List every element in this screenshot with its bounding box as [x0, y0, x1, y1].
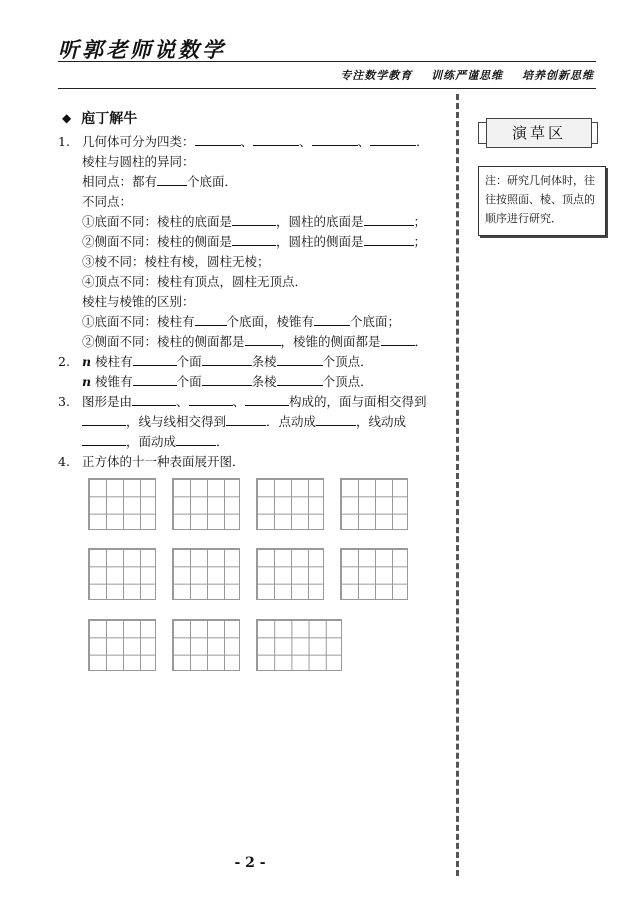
header-rule-bottom: [58, 88, 596, 89]
page-number: - 2 -: [234, 855, 266, 871]
text: 个底面，棱锥有: [226, 314, 315, 329]
section-title: 庖丁解牛: [81, 111, 138, 127]
practice-grid[interactable]: [172, 548, 240, 600]
blank[interactable]: [316, 413, 356, 426]
blank[interactable]: [253, 133, 299, 146]
text: ，棱锥的侧面都是: [280, 334, 381, 349]
q2-line-1: [58, 352, 450, 372]
scratch-area-banner: [478, 116, 598, 150]
q4-line-1: [58, 452, 450, 472]
practice-grid[interactable]: [88, 548, 156, 600]
blank[interactable]: [195, 313, 227, 326]
blank[interactable]: [314, 313, 350, 326]
q1-line-5: [58, 212, 450, 232]
blank[interactable]: [202, 353, 252, 366]
q2-number: 2.: [58, 354, 70, 369]
text: ；: [413, 214, 427, 229]
q1-text: 几何体可分为四类：: [82, 134, 195, 149]
practice-grid[interactable]: [172, 478, 240, 530]
text: ，线与线相交得到: [126, 414, 227, 429]
text: ②侧面不同：棱柱的侧面是: [82, 234, 233, 249]
text: ；: [413, 234, 427, 249]
motto-3: 培养创新思维: [522, 69, 594, 82]
text: ，圆柱的侧面是: [276, 234, 364, 249]
text: ①底面不同：棱柱有: [82, 314, 195, 329]
text: 条棱: [251, 354, 277, 369]
variable-n: n: [82, 374, 92, 389]
motto-1: 专注数学教育: [340, 69, 413, 82]
motto-2: 训练严谨思维: [431, 69, 504, 82]
text: 个顶点．: [322, 374, 373, 389]
blank[interactable]: [312, 133, 358, 146]
q1-line-11: [58, 332, 450, 352]
q2-line-2: [58, 372, 450, 392]
text: 图形是由: [82, 394, 133, 409]
text: 棱锥有: [95, 374, 133, 389]
q1-line-10: [58, 312, 450, 332]
blank[interactable]: [277, 373, 323, 386]
blank[interactable]: [370, 133, 416, 146]
column-divider: [456, 94, 459, 876]
header-title: 听郭老师说数学: [58, 37, 226, 62]
blank[interactable]: [232, 233, 276, 246]
text: ．点动成: [266, 414, 317, 429]
practice-grid[interactable]: [256, 619, 342, 671]
text: ，线动成: [356, 414, 407, 429]
text: ②侧面不同：棱柱的侧面都是: [82, 334, 245, 349]
blank[interactable]: [277, 353, 323, 366]
q3-line-3: [58, 432, 450, 452]
text: 构成的，面与面相交得到: [289, 394, 427, 409]
q4-text: 正方体的十一种表面展开图．: [82, 454, 245, 469]
blank[interactable]: [381, 333, 415, 346]
practice-grid[interactable]: [340, 548, 408, 600]
text: 相同点：都有: [82, 174, 158, 189]
blank[interactable]: [133, 353, 177, 366]
text: ．: [414, 334, 428, 349]
blank[interactable]: [132, 393, 176, 406]
q1-line-2: 棱柱与圆柱的异同：: [82, 154, 195, 169]
blank[interactable]: [245, 333, 281, 346]
blank[interactable]: [226, 413, 266, 426]
practice-grid[interactable]: [340, 478, 408, 530]
variable-n: n: [82, 354, 92, 369]
blank[interactable]: [176, 433, 216, 446]
text: 条棱: [251, 374, 277, 389]
practice-grid[interactable]: [172, 619, 240, 671]
practice-grid[interactable]: [88, 619, 156, 671]
sep: 、: [357, 134, 371, 149]
text: 个底面．: [187, 174, 238, 189]
practice-grid[interactable]: [88, 478, 156, 530]
header-motto: [326, 67, 594, 83]
text: ．: [216, 434, 229, 449]
q1-line-3: [58, 172, 450, 192]
section-heading: [62, 108, 450, 128]
blank[interactable]: [232, 213, 276, 226]
q1-line-6: [58, 232, 450, 252]
text: 棱柱有: [95, 354, 133, 369]
study-note: 注：研究几何体时，往往按照面、棱、顶点的顺序进行研究．: [478, 166, 606, 236]
banner-label: 演草区: [486, 118, 592, 148]
text: 个底面；: [350, 314, 401, 329]
q1-line-1: [58, 132, 450, 152]
q3-line-2: [58, 412, 450, 432]
text: ，圆柱的底面是: [276, 214, 364, 229]
q1-line-9: 棱柱与棱锥的区别：: [82, 294, 195, 309]
blank[interactable]: [245, 393, 289, 406]
sep: 、: [299, 134, 312, 149]
text: 个顶点．: [322, 354, 373, 369]
practice-grid[interactable]: [256, 548, 324, 600]
blank[interactable]: [195, 133, 241, 146]
blank[interactable]: [364, 213, 414, 226]
q1-number: 1.: [58, 134, 70, 149]
main-content: [58, 100, 450, 472]
q3-number: 3.: [58, 394, 70, 409]
text: ，面动成: [126, 434, 177, 449]
header-rule-top: [58, 61, 596, 62]
blank[interactable]: [157, 173, 187, 186]
diamond-bullet-icon: ◆: [62, 111, 72, 125]
blank[interactable]: [364, 233, 414, 246]
q3-line-1: [58, 392, 450, 412]
practice-grid[interactable]: [256, 478, 324, 530]
sep: ．: [416, 134, 429, 149]
text: 个面: [176, 374, 202, 389]
q1-line-8: ④顶点不同：棱柱有顶点，圆柱无顶点．: [82, 274, 308, 289]
blank[interactable]: [202, 373, 252, 386]
blank[interactable]: [82, 413, 126, 426]
text: 、: [176, 394, 189, 409]
text: ①底面不同：棱柱的底面是: [82, 214, 233, 229]
q4-number: 4.: [58, 454, 70, 469]
sep: 、: [240, 134, 254, 149]
blank[interactable]: [82, 433, 126, 446]
q1-line-4: 不同点：: [82, 194, 133, 209]
text: 、: [232, 394, 246, 409]
text: 个面: [176, 354, 202, 369]
blank[interactable]: [133, 373, 177, 386]
blank[interactable]: [189, 393, 233, 406]
q1-line-7: ③棱不同：棱柱有棱，圆柱无棱；: [82, 254, 270, 269]
